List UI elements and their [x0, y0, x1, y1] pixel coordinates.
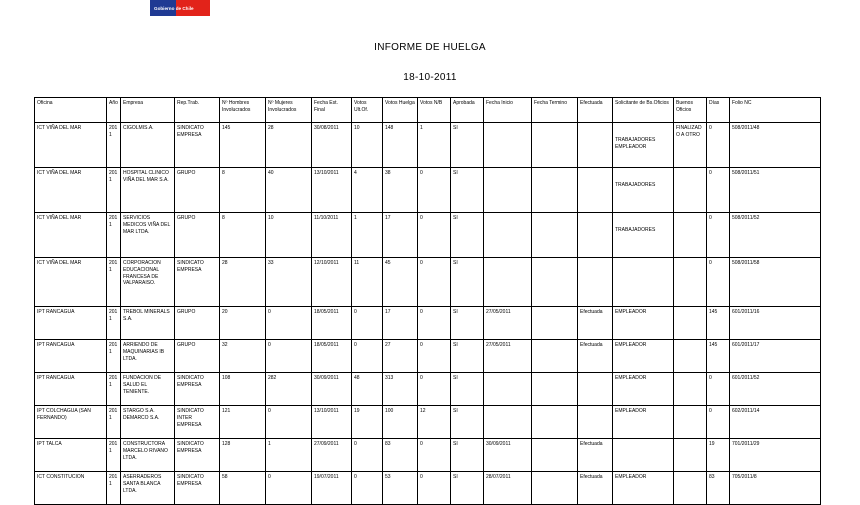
- table-cell: 601/2011/16: [730, 307, 821, 340]
- table-cell: SERVICIOS MEDICOS VIÑA DEL MAR LTDA.: [121, 213, 175, 258]
- table-cell: HOSPITAL CLINICO VIÑA DEL MAR S.A.: [121, 168, 175, 213]
- table-cell: 1: [418, 123, 451, 168]
- table-cell: [674, 213, 707, 258]
- table-cell: 20: [220, 307, 266, 340]
- table-cell: TREBOL MINERALS S.A.: [121, 307, 175, 340]
- column-header: Días: [707, 98, 730, 123]
- table-cell: 30/08/2011: [312, 123, 352, 168]
- table-cell: [674, 406, 707, 439]
- table-cell: [674, 258, 707, 307]
- gobierno-de-chile-logo: [150, 0, 210, 16]
- table-cell: IPT RANCAGUA: [35, 373, 107, 406]
- table-cell: [674, 168, 707, 213]
- column-header: Votos N/B: [418, 98, 451, 123]
- table-cell: 508/2011/58: [730, 258, 821, 307]
- column-header: Fecha Inicio: [484, 98, 532, 123]
- table-cell: 2011: [107, 258, 121, 307]
- logo-text: Gobierno de Chile: [154, 6, 194, 11]
- table-cell: SI: [451, 213, 484, 258]
- table-cell: 17: [383, 307, 418, 340]
- column-header: Votos Ult.Of.: [352, 98, 383, 123]
- column-header: Nº Mujeres Involucrados: [266, 98, 312, 123]
- table-cell: 602/2011/14: [730, 406, 821, 439]
- table-cell: 8: [220, 213, 266, 258]
- table-cell: SI: [451, 307, 484, 340]
- table-cell: 0: [352, 472, 383, 505]
- table-cell: [484, 123, 532, 168]
- table-cell: 508/2011/48: [730, 123, 821, 168]
- table-cell: STARGO S.A. DEMARCO S.A.: [121, 406, 175, 439]
- table-cell: 0: [707, 406, 730, 439]
- table-cell: 2011: [107, 373, 121, 406]
- table-cell: 2011: [107, 472, 121, 505]
- column-header: Empresa: [121, 98, 175, 123]
- table-cell: TRABAJADORES: [613, 168, 674, 213]
- table-cell: 18/05/2011: [312, 307, 352, 340]
- table-cell: SI: [451, 373, 484, 406]
- table-cell: [484, 406, 532, 439]
- table-header-row: [35, 98, 821, 123]
- table-cell: 0: [418, 340, 451, 373]
- column-header: Aprobada: [451, 98, 484, 123]
- table-cell: 0: [418, 373, 451, 406]
- table-cell: 19: [352, 406, 383, 439]
- table-cell: 0: [418, 472, 451, 505]
- table-cell: 2011: [107, 439, 121, 472]
- table-cell: EMPLEADOR: [613, 307, 674, 340]
- table-cell: 12/10/2011: [312, 258, 352, 307]
- table-cell: SINDICATO INTER EMPRESA: [175, 406, 220, 439]
- column-header: Buenos Oficios: [674, 98, 707, 123]
- table-cell: 27/05/2011: [484, 307, 532, 340]
- table-cell: Efectuada: [578, 472, 613, 505]
- table-cell: 148: [383, 123, 418, 168]
- column-header: Nº Hombres Involucrados: [220, 98, 266, 123]
- table-cell: 30/09/2011: [484, 439, 532, 472]
- table-cell: 17: [383, 213, 418, 258]
- table-cell: CORPORACION EDUCACIONAL FRANCESA DE VALPARAISO.: [121, 258, 175, 307]
- table-cell: IPT COLCHAGUA (SAN FERNANDO): [35, 406, 107, 439]
- table-cell: 19/07/2011: [312, 472, 352, 505]
- table-cell: 508/2011/52: [730, 213, 821, 258]
- table-cell: 145: [707, 340, 730, 373]
- table-cell: 0: [707, 168, 730, 213]
- table-row: [35, 213, 821, 258]
- table-cell: GRUPO: [175, 213, 220, 258]
- table-cell: Efectuada: [578, 439, 613, 472]
- table-cell: 0: [418, 213, 451, 258]
- table-cell: 100: [383, 406, 418, 439]
- table-cell: 4: [352, 168, 383, 213]
- table-cell: 18/05/2011: [312, 340, 352, 373]
- table-cell: 2011: [107, 123, 121, 168]
- table-cell: 108: [220, 373, 266, 406]
- table-cell: 30/09/2011: [312, 373, 352, 406]
- table-cell: EMPLEADOR: [613, 373, 674, 406]
- table-cell: [484, 213, 532, 258]
- table-cell: 508/2011/51: [730, 168, 821, 213]
- column-header: Votos Huelga: [383, 98, 418, 123]
- table-cell: IPT RANCAGUA: [35, 307, 107, 340]
- table-cell: 0: [352, 307, 383, 340]
- table-cell: 8: [220, 168, 266, 213]
- column-header: Folio NC: [730, 98, 821, 123]
- table-cell: [674, 340, 707, 373]
- table-cell: 19: [707, 439, 730, 472]
- table-cell: 0: [418, 439, 451, 472]
- table-cell: [532, 340, 578, 373]
- table-cell: 28/07/2011: [484, 472, 532, 505]
- table-cell: SI: [451, 340, 484, 373]
- table-cell: [532, 258, 578, 307]
- table-cell: GRUPO: [175, 307, 220, 340]
- table-cell: 2011: [107, 340, 121, 373]
- table-cell: [484, 373, 532, 406]
- table-cell: [674, 373, 707, 406]
- table-cell: SI: [451, 168, 484, 213]
- report-title: INFORME DE HUELGA: [374, 42, 486, 53]
- table-cell: 128: [220, 439, 266, 472]
- table-cell: 33: [266, 258, 312, 307]
- table-cell: [674, 472, 707, 505]
- table-cell: 0: [266, 472, 312, 505]
- table-cell: 0: [352, 439, 383, 472]
- table-cell: 10: [266, 213, 312, 258]
- table-cell: [532, 123, 578, 168]
- table-cell: ASERRADEROS SANTA BLANCA LTDA.: [121, 472, 175, 505]
- table-cell: 121: [220, 406, 266, 439]
- table-body: [35, 123, 821, 505]
- table-cell: [532, 406, 578, 439]
- table-cell: 1: [352, 213, 383, 258]
- table-cell: 27/09/2011: [312, 439, 352, 472]
- table-cell: 11/10/2011: [312, 213, 352, 258]
- table-cell: 0: [418, 307, 451, 340]
- table-cell: 12: [418, 406, 451, 439]
- table-cell: 0: [266, 307, 312, 340]
- table-cell: [578, 258, 613, 307]
- table-cell: 701/2011/29: [730, 439, 821, 472]
- table-cell: 0: [266, 406, 312, 439]
- table-cell: [532, 213, 578, 258]
- table-cell: SINDICATO EMPRESA: [175, 123, 220, 168]
- table-cell: SI: [451, 123, 484, 168]
- table-cell: ICT VIÑA DEL MAR: [35, 168, 107, 213]
- table-cell: CIGOLMIS.A.: [121, 123, 175, 168]
- table-cell: 145: [220, 123, 266, 168]
- table-cell: 28: [266, 123, 312, 168]
- column-header: Oficina: [35, 98, 107, 123]
- report-date: 18-10-2011: [403, 72, 457, 83]
- table-cell: [674, 307, 707, 340]
- table-row: [35, 406, 821, 439]
- table-cell: [532, 439, 578, 472]
- table-cell: SI: [451, 406, 484, 439]
- table-cell: TRABAJADORES EMPLEADOR: [613, 123, 674, 168]
- table-cell: FINALIZADO A OTRO: [674, 123, 707, 168]
- table-cell: EMPLEADOR: [613, 472, 674, 505]
- table-cell: 601/2011/52: [730, 373, 821, 406]
- column-header: Fecha Termino: [532, 98, 578, 123]
- table-cell: ARRIENDO DE MAQUINARIAS IB LTDA.: [121, 340, 175, 373]
- table-cell: [578, 213, 613, 258]
- table-cell: TRABAJADORES: [613, 213, 674, 258]
- strike-report-table: [34, 97, 821, 505]
- table-cell: 28: [220, 258, 266, 307]
- table-cell: 45: [383, 258, 418, 307]
- table-cell: 2011: [107, 168, 121, 213]
- table-cell: [613, 439, 674, 472]
- table-row: [35, 340, 821, 373]
- table-cell: 2011: [107, 213, 121, 258]
- table-cell: 601/2011/17: [730, 340, 821, 373]
- table-cell: 1: [266, 439, 312, 472]
- table-cell: 2011: [107, 307, 121, 340]
- table-cell: 0: [707, 123, 730, 168]
- table-cell: 40: [266, 168, 312, 213]
- table-cell: 48: [352, 373, 383, 406]
- table-cell: CONSTRUCTORA MARCELO RIVANO LTDA.: [121, 439, 175, 472]
- table-row: [35, 472, 821, 505]
- table-cell: [674, 439, 707, 472]
- table-cell: SINDICATO EMPRESA: [175, 439, 220, 472]
- table-row: [35, 168, 821, 213]
- table-cell: ICT VIÑA DEL MAR: [35, 258, 107, 307]
- table-cell: 145: [707, 307, 730, 340]
- table-cell: 313: [383, 373, 418, 406]
- table-cell: ICT CONSTITUCION: [35, 472, 107, 505]
- table-cell: 38: [383, 168, 418, 213]
- table-row: [35, 373, 821, 406]
- table-cell: 2011: [107, 406, 121, 439]
- column-header: Fecha Est. Final: [312, 98, 352, 123]
- table-cell: [613, 258, 674, 307]
- table-cell: SI: [451, 258, 484, 307]
- table-cell: 53: [383, 472, 418, 505]
- table-cell: [578, 168, 613, 213]
- column-header: Rep.Trab.: [175, 98, 220, 123]
- table-cell: [532, 373, 578, 406]
- table-cell: Efectuada: [578, 340, 613, 373]
- table-row: [35, 258, 821, 307]
- table-cell: SINDICATO EMPRESA: [175, 258, 220, 307]
- table-cell: SI: [451, 439, 484, 472]
- table-cell: 32: [220, 340, 266, 373]
- table-cell: SINDICATO EMPRESA: [175, 472, 220, 505]
- table-cell: 0: [352, 340, 383, 373]
- table-cell: ICT VIÑA DEL MAR: [35, 123, 107, 168]
- column-header: Solicitante de Bs.Oficios: [613, 98, 674, 123]
- column-header: Efectuada: [578, 98, 613, 123]
- table-cell: IPT TALCA: [35, 439, 107, 472]
- table-cell: FUNDACION DE SALUD EL TENIENTE.: [121, 373, 175, 406]
- table-cell: [532, 307, 578, 340]
- table-cell: GRUPO: [175, 168, 220, 213]
- table-cell: [578, 406, 613, 439]
- table-cell: Efectuada: [578, 307, 613, 340]
- table-cell: ICT VIÑA DEL MAR: [35, 213, 107, 258]
- table-cell: EMPLEADOR: [613, 340, 674, 373]
- table-cell: 11: [352, 258, 383, 307]
- table-cell: 705/2011/8: [730, 472, 821, 505]
- table-row: [35, 123, 821, 168]
- table-cell: 13/10/2011: [312, 406, 352, 439]
- table-cell: [578, 373, 613, 406]
- table-cell: 27: [383, 340, 418, 373]
- table-cell: [484, 168, 532, 213]
- table-cell: 0: [707, 258, 730, 307]
- table-cell: 10: [352, 123, 383, 168]
- table-cell: 27/05/2011: [484, 340, 532, 373]
- table-cell: [532, 168, 578, 213]
- table-cell: [578, 123, 613, 168]
- table-cell: 0: [707, 373, 730, 406]
- table-row: [35, 307, 821, 340]
- column-header: Año: [107, 98, 121, 123]
- table-cell: IPT RANCAGUA: [35, 340, 107, 373]
- table-cell: 0: [418, 168, 451, 213]
- table-cell: 58: [220, 472, 266, 505]
- table-cell: 0: [266, 340, 312, 373]
- table-cell: 0: [707, 213, 730, 258]
- table-row: [35, 439, 821, 472]
- table-cell: GRUPO: [175, 340, 220, 373]
- table-cell: 83: [383, 439, 418, 472]
- table-cell: 83: [707, 472, 730, 505]
- table-cell: [532, 472, 578, 505]
- table-cell: 282: [266, 373, 312, 406]
- table-cell: SI: [451, 472, 484, 505]
- table-cell: [484, 258, 532, 307]
- table-cell: SINDICATO EMPRESA: [175, 373, 220, 406]
- table-cell: EMPLEADOR: [613, 406, 674, 439]
- table-cell: 13/10/2011: [312, 168, 352, 213]
- table-cell: 0: [418, 258, 451, 307]
